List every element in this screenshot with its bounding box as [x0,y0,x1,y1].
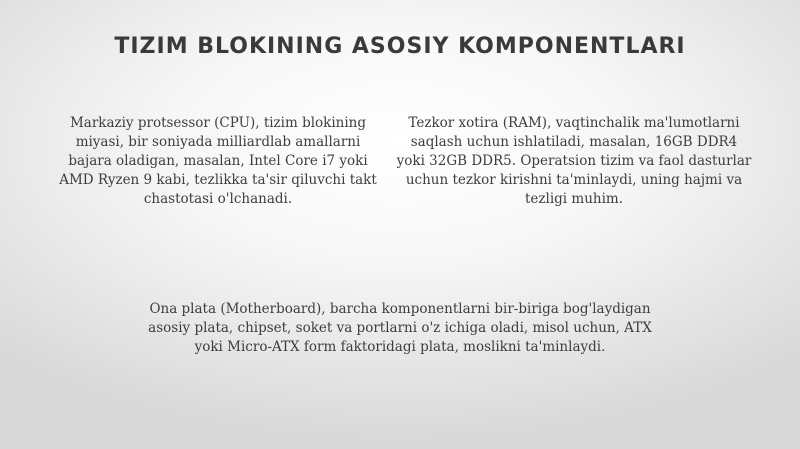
ram-description: Tezkor xotira (RAM), vaqtinchalik ma'lumotlarni saqlash uchun ishlatiladi, masalan, 16GB DDR4 yoki 32GB DDR5. Operatsion tizim va faol dasturlar uchun tezkor kirishni ta'minlaydi, uning hajmi va tezligi muhim. [396,115,752,207]
motherboard-description: Ona plata (Motherboard), barcha komponentlarni bir-biriga bog'laydigan asosiy plata, chipset, soket va portlarni o'z ichiga oladi, misol uchun, ATX yoki Micro-ATX form faktoridagi plata, moslikni ta'minlaydi. [148,301,652,355]
cpu-description: Markaziy protsessor (CPU), tizim blokining miyasi, bir soniyada milliardlab amallarni bajara oladigan, masalan, Intel Core i7 yoki AMD Ryzen 9 kabi, tezlikka ta'sir qiluvchi takt chastotasi o'lchanadi. [59,115,377,207]
slide-title: TIZIM BLOKINING ASOSIY KOMPONENTLARI [114,34,686,59]
